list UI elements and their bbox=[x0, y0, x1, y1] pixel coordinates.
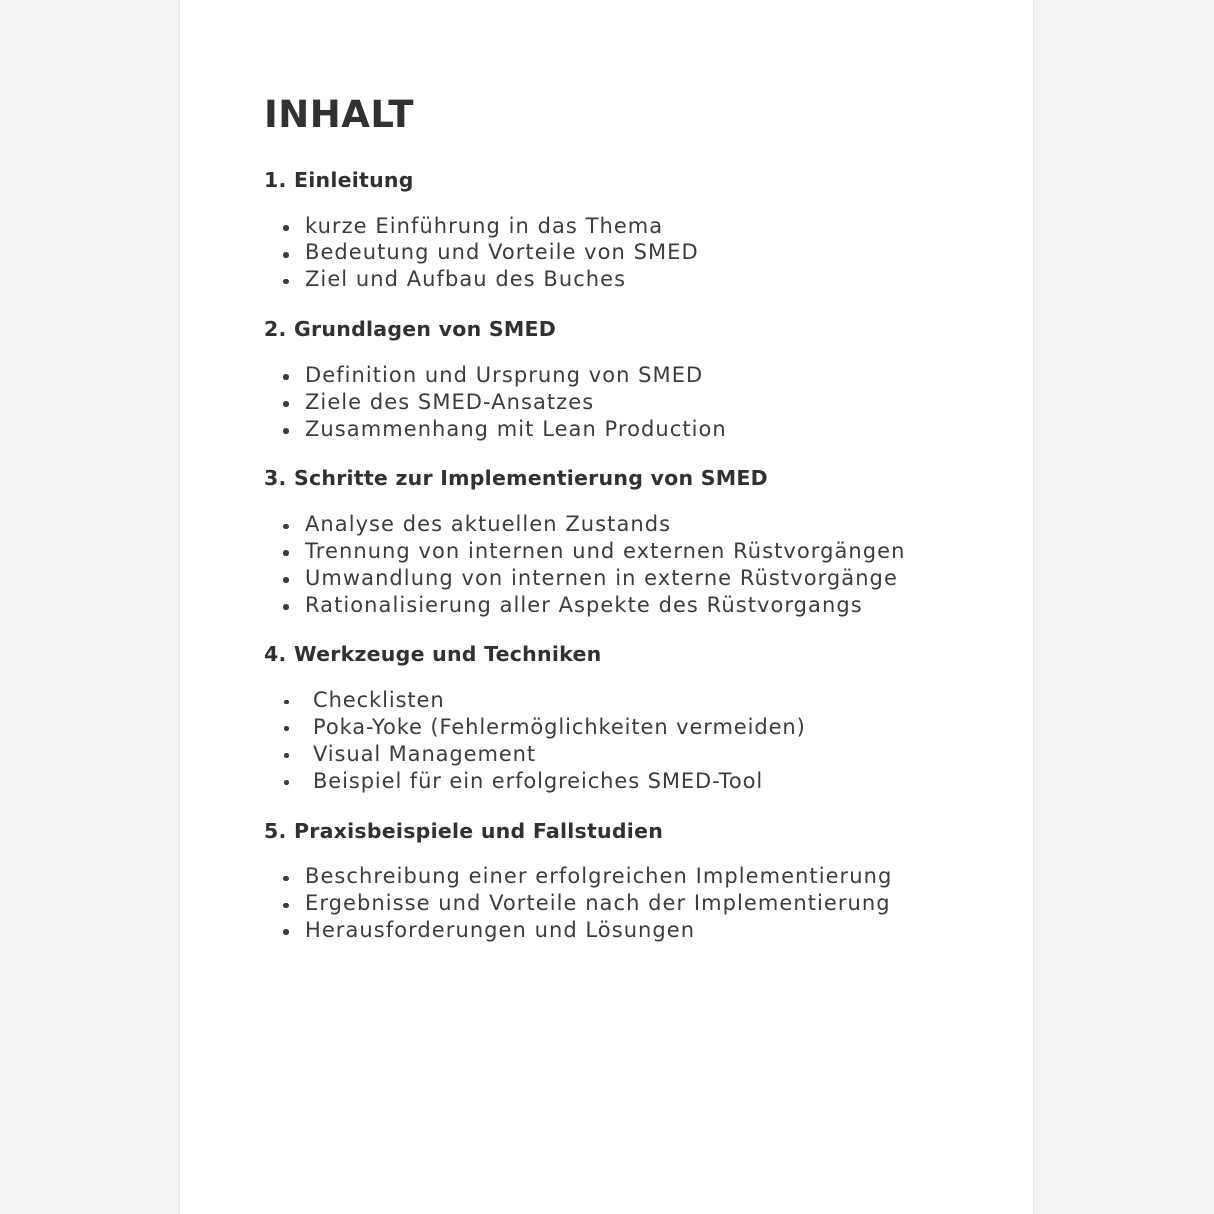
bullet-dot-icon bbox=[284, 726, 289, 731]
section-bullet-list bbox=[264, 362, 964, 443]
list-item bbox=[264, 538, 964, 565]
bullet-dot-icon bbox=[283, 374, 289, 380]
document-content bbox=[264, 93, 964, 944]
section-bullet-list bbox=[264, 213, 964, 294]
toc-section bbox=[264, 318, 964, 467]
toc-section bbox=[264, 169, 964, 318]
list-item-label: Zusammenhang mit Lean Production bbox=[305, 416, 727, 441]
bullet-dot-icon bbox=[283, 577, 289, 583]
list-item-label: Ziel und Aufbau des Buches bbox=[305, 267, 627, 292]
list-item bbox=[264, 416, 964, 443]
bullet-dot-icon bbox=[283, 903, 289, 909]
list-item bbox=[264, 890, 964, 917]
list-item bbox=[264, 714, 964, 741]
list-item-label: Rationalisierung aller Aspekte des Rüstvorgangs bbox=[305, 592, 863, 617]
list-item bbox=[264, 741, 964, 768]
section-heading: 1. Einleitung bbox=[264, 168, 414, 192]
document-page bbox=[180, 0, 1033, 1214]
toc-section bbox=[264, 467, 964, 643]
table-of-contents bbox=[264, 169, 964, 944]
list-item-label: Analyse des aktuellen Zustands bbox=[305, 511, 672, 536]
list-item-label: kurze Einführung in das Thema bbox=[305, 213, 664, 238]
spacer bbox=[264, 293, 964, 318]
list-item-label: Checklisten bbox=[313, 688, 445, 712]
list-item bbox=[264, 687, 964, 714]
bullet-dot-icon bbox=[283, 225, 289, 231]
list-item-label: Poka-Yoke (Fehlermöglichkeiten vermeiden) bbox=[313, 714, 806, 739]
list-item-label: Ergebnisse und Vorteile nach der Implementierung bbox=[305, 890, 891, 915]
section-heading: 2. Grundlagen von SMED bbox=[264, 317, 557, 342]
list-item bbox=[264, 863, 964, 890]
spacer bbox=[264, 342, 964, 362]
section-bullet-list bbox=[264, 863, 964, 944]
page-title: INHALT bbox=[264, 93, 415, 136]
list-item bbox=[264, 213, 964, 240]
spacer bbox=[264, 618, 964, 643]
toc-section bbox=[264, 820, 964, 944]
bullet-dot-icon bbox=[283, 401, 289, 407]
section-bullet-list bbox=[264, 511, 964, 619]
bullet-dot-icon bbox=[283, 252, 289, 258]
bullet-dot-icon bbox=[283, 524, 289, 530]
list-item bbox=[264, 768, 964, 795]
bullet-dot-icon bbox=[283, 550, 289, 556]
list-item bbox=[264, 389, 964, 416]
list-item-label: Bedeutung und Vorteile von SMED bbox=[305, 240, 699, 265]
list-item bbox=[264, 511, 964, 538]
bullet-dot-icon bbox=[284, 700, 289, 705]
bullet-dot-icon bbox=[284, 780, 289, 785]
spacer bbox=[264, 193, 964, 213]
list-item-label: Visual Management bbox=[313, 741, 537, 766]
section-heading: 5. Praxisbeispiele und Fallstudien bbox=[264, 818, 664, 843]
bullet-dot-icon bbox=[283, 428, 289, 434]
list-item bbox=[264, 362, 964, 389]
list-item-label: Beispiel für ein erfolgreiches SMED-Tool bbox=[313, 768, 764, 793]
list-item bbox=[264, 266, 964, 293]
spacer bbox=[264, 442, 964, 467]
list-item bbox=[264, 565, 964, 592]
bullet-dot-icon bbox=[283, 279, 289, 285]
spacer bbox=[264, 667, 964, 687]
list-item-label: Beschreibung einer erfolgreichen Implementierung bbox=[305, 864, 893, 889]
spacer bbox=[264, 491, 964, 511]
list-item-label: Trennung von internen und externen Rüstvorgängen bbox=[305, 538, 906, 563]
section-bullet-list bbox=[264, 687, 964, 795]
section-heading: 3. Schritte zur Implementierung von SMED bbox=[264, 466, 768, 491]
bullet-dot-icon bbox=[283, 604, 289, 610]
list-item-label: Umwandlung von internen in externe Rüstvorgänge bbox=[305, 565, 898, 590]
bullet-dot-icon bbox=[283, 876, 289, 882]
spacer bbox=[264, 795, 964, 820]
toc-section bbox=[264, 643, 964, 819]
list-item-label: Herausforderungen und Lösungen bbox=[305, 917, 696, 942]
list-item bbox=[264, 592, 964, 619]
list-item bbox=[264, 917, 964, 944]
list-item-label: Definition und Ursprung von SMED bbox=[305, 362, 704, 387]
spacer bbox=[264, 843, 964, 863]
list-item bbox=[264, 239, 964, 266]
list-item-label: Ziele des SMED-Ansatzes bbox=[305, 389, 595, 414]
bullet-dot-icon bbox=[283, 929, 289, 935]
section-heading: 4. Werkzeuge und Techniken bbox=[264, 642, 602, 667]
bullet-dot-icon bbox=[284, 753, 289, 758]
